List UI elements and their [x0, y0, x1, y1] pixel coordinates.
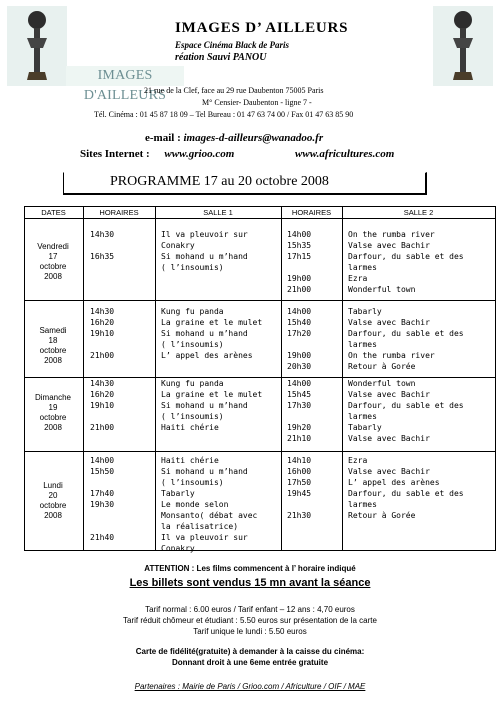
- logo-statue-right: [433, 6, 493, 86]
- time-s1: 14h30: [90, 230, 115, 239]
- table-border-top: [24, 206, 496, 207]
- time-s1: 14h30: [90, 379, 115, 388]
- date-month: octobre: [39, 346, 67, 355]
- date-cell: [24, 393, 82, 433]
- time-s2: 19h00: [287, 274, 312, 283]
- film-s2: Valse avec Bachir: [348, 318, 430, 327]
- partenaires: Partenaires : Mairie de Paris / Grioo.com / Africulture / OIF / MAE: [134, 682, 366, 691]
- film-s2: Ezra: [348, 456, 368, 465]
- time-s1: 14h00: [90, 456, 115, 465]
- time-s1: 16h20: [90, 390, 115, 399]
- header-dates: DATES: [41, 208, 66, 217]
- date-day: Lundi: [43, 481, 63, 490]
- date-cell: [24, 242, 82, 282]
- header-salle-2: SALLE 2: [403, 208, 434, 217]
- header-horaires-1: HORAIRES: [99, 208, 139, 217]
- date-month: octobre: [39, 262, 67, 271]
- carte-avantage: Donnant droit à une 6eme entrée gratuite: [171, 658, 329, 667]
- date-number: 17: [48, 252, 58, 261]
- time-s2: 17h50: [287, 478, 312, 487]
- film-s2: Darfour, du sable et des larmes: [348, 252, 464, 272]
- page-title: IMAGES D’ AILLEURS: [175, 20, 349, 36]
- date-month: octobre: [39, 501, 67, 510]
- film-s1: Il va pleuvoir sur Conakry: [161, 533, 248, 553]
- table-header-divider: [24, 218, 496, 219]
- table-col-line: [155, 206, 156, 551]
- site-link-africultures[interactable]: www.africultures.com: [295, 148, 395, 160]
- film-s2: Ezra: [348, 274, 368, 283]
- time-s1: 16h35: [90, 252, 115, 261]
- time-s1: 16h20: [90, 318, 115, 327]
- film-s2: Wonderful town: [348, 379, 416, 388]
- table-border-bottom: [24, 550, 496, 551]
- film-s1: Tabarly: [161, 489, 195, 498]
- film-s1: Haiti chérie: [161, 456, 219, 465]
- film-s2: Darfour, du sable et des larmes: [348, 329, 464, 349]
- film-s1: Il va pleuvoir sur Conakry: [161, 230, 248, 250]
- date-month: octobre: [39, 413, 67, 422]
- time-s2: 21h30: [287, 511, 312, 520]
- time-s2: 21h10: [287, 434, 312, 443]
- time-s1: 19h10: [90, 401, 115, 410]
- time-s2: 19h45: [287, 489, 312, 498]
- film-s1: Si mohand u m’hand ( l’insoumis): [161, 401, 248, 421]
- time-s1: 17h40: [90, 489, 115, 498]
- address: 21 rue de la Clef, face au 29 rue Daubenton 75005 Paris: [144, 86, 324, 95]
- tarif-reduit: Tarif réduit chômeur et étudiant : 5.50 euros sur présentation de la carte: [123, 616, 377, 625]
- time-s1: 21h00: [90, 351, 115, 360]
- film-s1: La graine et le mulet: [161, 318, 263, 327]
- email-label: e-mail :: [145, 132, 184, 144]
- time-s2: 14h00: [287, 230, 312, 239]
- header-horaires-2: HORAIRES: [291, 208, 332, 217]
- sites-label: Sites Internet :: [80, 148, 150, 160]
- time-s2: 14h00: [287, 379, 312, 388]
- date-number: 19: [48, 403, 58, 412]
- film-s2: Tabarly: [348, 307, 382, 316]
- time-s2: 15h45: [287, 390, 312, 399]
- email-link[interactable]: images-d-ailleurs@wanadoo.fr: [183, 132, 324, 144]
- film-s1: Si mohand u m’hand ( l’insoumis): [161, 329, 248, 349]
- time-s2: 21h00: [287, 285, 312, 294]
- time-s2: 15h40: [287, 318, 312, 327]
- film-s2: Retour à Gorée: [348, 511, 416, 520]
- time-s1: 21h00: [90, 423, 115, 432]
- statue-icon: [433, 6, 493, 86]
- subtitle: Espace Cinéma Black de Paris: [175, 40, 289, 50]
- film-s1: Si mohand u m’hand ( l’insoumis): [161, 252, 248, 272]
- carte-fidelite: Carte de fidélité(gratuite) à demander à la caisse du cinéma:: [135, 647, 365, 656]
- date-cell: [24, 481, 82, 521]
- time-s2: 15h35: [287, 241, 312, 250]
- time-s2: 17h15: [287, 252, 312, 261]
- table-col-line: [342, 206, 343, 551]
- film-s2: Tabarly: [348, 423, 382, 432]
- date-number: 20: [48, 491, 58, 500]
- table-col-line: [281, 206, 282, 551]
- logo-statue-left: [7, 6, 67, 86]
- programme-title: PROGRAMME 17 au 20 octobre 2008: [110, 174, 329, 189]
- table-row-divider: [24, 300, 496, 301]
- film-s2: Darfour, du sable et des larmes: [348, 401, 464, 421]
- date-year: 2008: [44, 356, 62, 365]
- time-s2: 14h10: [287, 456, 312, 465]
- time-s1: 14h30: [90, 307, 115, 316]
- billets-note: Les billets sont vendus 15 mn avant la séance: [129, 577, 371, 589]
- header-salle-1: SALLE 1: [203, 208, 233, 217]
- attention-note: ATTENTION : Les films commencent à l’ horaire indiqué: [144, 564, 356, 573]
- statue-icon: [7, 6, 67, 86]
- table-col-line: [83, 206, 84, 551]
- date-number: 18: [48, 336, 58, 345]
- director-line: réation Sauvi PANOU: [175, 52, 267, 63]
- date-day: Vendredi: [37, 242, 69, 251]
- film-s2: On the rumba river: [348, 230, 435, 239]
- date-day: Dimanche: [34, 393, 71, 402]
- film-s1: L’ appel des arènes: [161, 351, 253, 360]
- film-s1: Kung fu panda: [161, 307, 224, 316]
- time-s2: 16h00: [287, 467, 312, 476]
- date-cell: [24, 326, 82, 366]
- logo-banner: IMAGES D'AILLEURS: [66, 66, 184, 86]
- time-s2: 17h20: [287, 329, 312, 338]
- film-s1: Si mohand u m’hand ( l’insoumis): [161, 467, 248, 487]
- film-s2: Valse avec Bachir: [348, 241, 430, 250]
- table-row-divider: [24, 451, 496, 452]
- date-day: Samedi: [39, 326, 67, 335]
- film-s1: Le monde selon Monsanto( débat avec la réalisatrice): [161, 500, 258, 531]
- film-s1: Haiti chérie: [161, 423, 219, 432]
- tarif-lundi: Tarif unique le lundi : 5.50 euros: [193, 627, 307, 636]
- time-s1: 15h50: [90, 467, 115, 476]
- time-s2: 19h20: [287, 423, 312, 432]
- film-s2: Retour à Gorée: [348, 362, 416, 371]
- time-s2: 19h00: [287, 351, 312, 360]
- time-s2: 14h00: [287, 307, 312, 316]
- film-s2: Valse avec Bachir: [348, 434, 430, 443]
- date-year: 2008: [44, 272, 62, 281]
- film-s2: On the rumba river: [348, 351, 435, 360]
- film-s2: Valse avec Bachir: [348, 467, 430, 476]
- date-year: 2008: [44, 423, 62, 432]
- metro-line: M° Censier- Daubenton - ligne 7 -: [202, 98, 312, 107]
- film-s2: Wonderful town: [348, 285, 416, 294]
- tarif-normal: Tarif normal : 6.00 euros / Tarif enfant – 12 ans : 4,70 euros: [145, 605, 355, 614]
- email-line: [145, 132, 323, 144]
- time-s1: 19h30: [90, 500, 115, 509]
- time-s2: 17h30: [287, 401, 312, 410]
- film-s1: La graine et le mulet: [161, 390, 263, 399]
- time-s1: 21h40: [90, 533, 115, 542]
- sites-line: [80, 148, 394, 160]
- site-link-grioo[interactable]: www.grioo.com: [164, 148, 235, 160]
- date-year: 2008: [44, 511, 62, 520]
- table-col-line: [495, 206, 496, 551]
- time-s2: 20h30: [287, 362, 312, 371]
- film-s2: Valse avec Bachir: [348, 390, 430, 399]
- film-s2: L’ appel des arènes: [348, 478, 440, 487]
- time-s1: 19h10: [90, 329, 115, 338]
- film-s2: Darfour, du sable et des larmes: [348, 489, 464, 509]
- film-s1: Kung fu panda: [161, 379, 224, 388]
- phone-line: Tél. Cinéma : 01 45 87 18 09 – Tel Bureau : 01 47 63 74 00 / Fax 01 47 63 85 90: [94, 110, 354, 119]
